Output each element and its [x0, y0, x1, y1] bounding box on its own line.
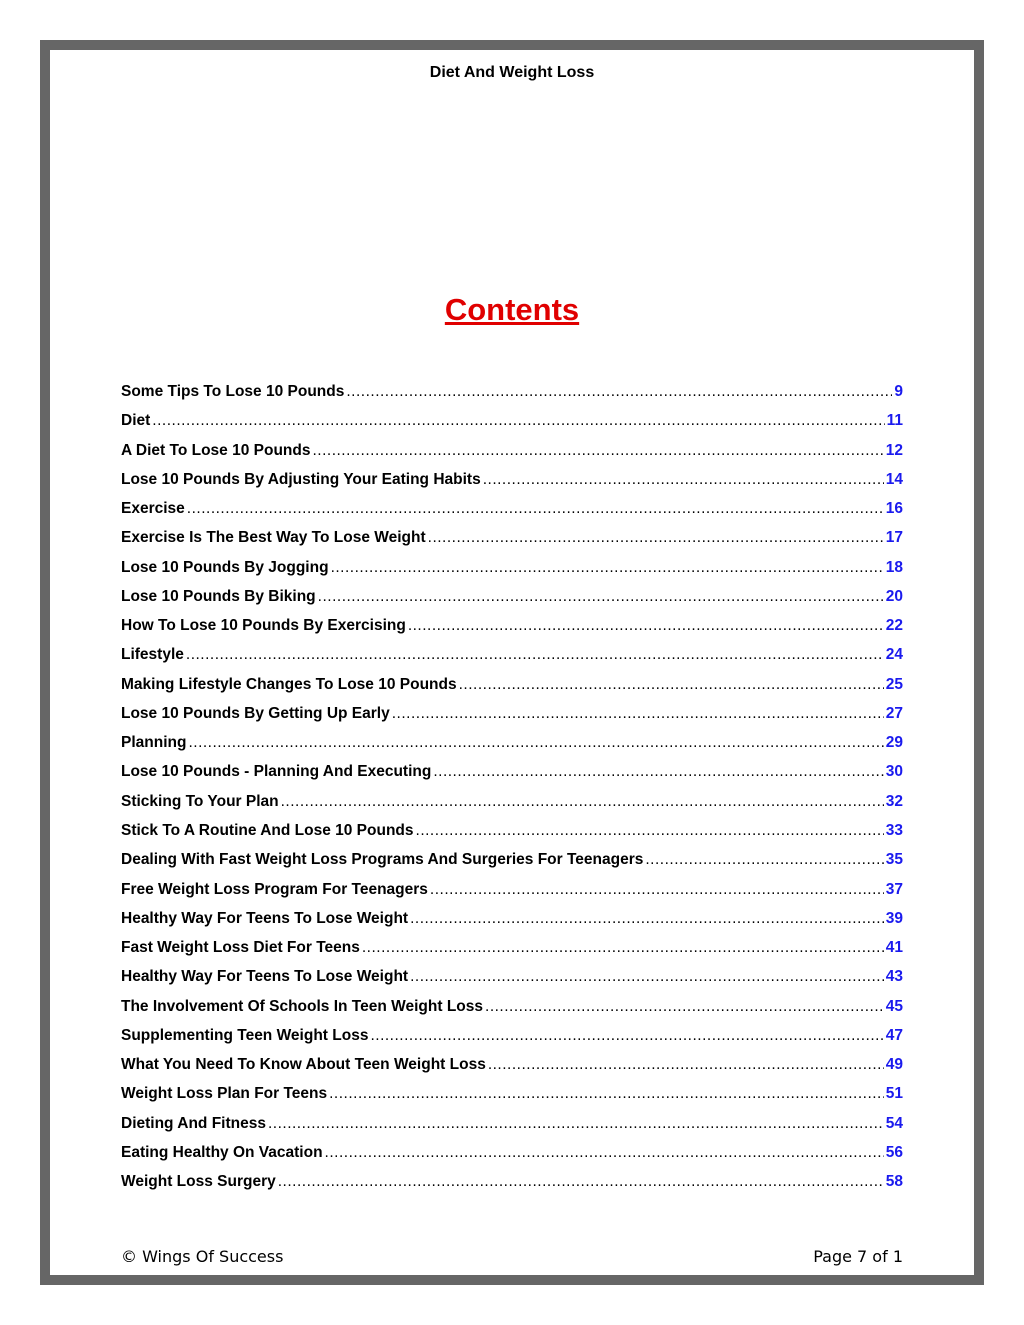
toc-entry-page-link[interactable]: 22 — [885, 617, 903, 635]
toc-entry[interactable] — [121, 500, 903, 529]
toc-entry[interactable] — [121, 383, 903, 412]
dot-leader — [188, 734, 883, 752]
toc-entry-page-link[interactable]: 49 — [885, 1056, 903, 1074]
dot-leader — [346, 383, 892, 401]
dot-leader — [410, 968, 884, 986]
toc-entry[interactable] — [121, 646, 903, 675]
toc-entry[interactable] — [121, 734, 903, 763]
toc-entry[interactable] — [121, 1085, 903, 1114]
dot-leader — [268, 1115, 884, 1133]
toc-entry[interactable] — [121, 881, 903, 910]
toc-entry-label: Dealing With Fast Weight Loss Programs And Surgeries For Teenagers — [121, 851, 644, 869]
dot-leader — [430, 881, 884, 899]
toc-entry-page-link[interactable]: 16 — [885, 500, 903, 518]
toc-entry-page-link[interactable]: 25 — [885, 675, 903, 693]
toc-entry[interactable] — [121, 822, 903, 851]
toc-entry-page-link[interactable]: 30 — [885, 763, 903, 781]
toc-entry-page-link[interactable]: 20 — [885, 587, 903, 605]
toc-entry-label: How To Lose 10 Pounds By Exercising — [121, 617, 406, 635]
toc-entry-page-link[interactable]: 43 — [885, 968, 903, 986]
toc-entry[interactable] — [121, 1173, 903, 1202]
toc-entry-label: Lose 10 Pounds - Planning And Executing — [121, 763, 432, 781]
toc-entry-label: Weight Loss Surgery — [121, 1173, 276, 1191]
toc-entry[interactable] — [121, 851, 903, 880]
toc-entry-page-link[interactable]: 39 — [885, 909, 903, 927]
toc-entry-page-link[interactable]: 29 — [885, 734, 903, 752]
toc-entry-page-link[interactable]: 41 — [885, 939, 903, 957]
toc-entry-page-link[interactable]: 37 — [885, 880, 903, 898]
dot-leader — [152, 412, 884, 430]
toc-entry-page-link[interactable]: 9 — [894, 383, 903, 400]
toc-entry[interactable] — [121, 793, 903, 822]
toc-entry[interactable] — [121, 559, 903, 588]
dot-leader — [370, 1027, 883, 1045]
toc-entry[interactable] — [121, 998, 903, 1027]
dot-leader — [433, 763, 883, 781]
toc-entry[interactable] — [121, 1027, 903, 1056]
toc-entry-page-link[interactable]: 33 — [885, 821, 903, 839]
dot-leader — [331, 559, 884, 577]
toc-entry-label: Diet — [121, 412, 151, 430]
toc-entry-label: Some Tips To Lose 10 Pounds — [121, 383, 345, 400]
toc-entry-page-link[interactable]: 17 — [885, 529, 903, 547]
toc-entry-label: Lose 10 Pounds By Getting Up Early — [121, 704, 390, 722]
toc-entry-label: The Involvement Of Schools In Teen Weight Loss — [121, 997, 484, 1015]
toc-entry[interactable] — [121, 910, 903, 939]
dot-leader — [428, 529, 884, 547]
dot-leader — [278, 1173, 884, 1191]
toc-entry-page-link[interactable]: 58 — [885, 1173, 903, 1191]
page-number-text: Page 7 of 1 — [813, 1247, 903, 1266]
toc-entry-label: Exercise Is The Best Way To Lose Weight — [121, 529, 426, 547]
dot-leader — [187, 500, 884, 518]
dot-leader — [312, 442, 883, 460]
toc-entry[interactable] — [121, 676, 903, 705]
toc-list — [121, 383, 903, 1202]
toc-entry-page-link[interactable]: 51 — [885, 1085, 903, 1103]
copyright-text: © Wings Of Success — [121, 1247, 284, 1266]
toc-entry-label: Supplementing Teen Weight Loss — [121, 1026, 369, 1044]
toc-entry[interactable] — [121, 471, 903, 500]
dot-leader — [485, 998, 884, 1016]
dot-leader — [488, 1056, 884, 1074]
dot-leader — [281, 793, 884, 811]
toc-entry-label: Lose 10 Pounds By Jogging — [121, 558, 329, 576]
toc-entry-page-link[interactable]: 56 — [885, 1143, 903, 1161]
toc-entry-label: Lose 10 Pounds By Adjusting Your Eating Habits — [121, 470, 481, 488]
toc-entry-label: Healthy Way For Teens To Lose Weight — [121, 909, 409, 927]
toc-entry[interactable] — [121, 705, 903, 734]
dot-leader — [645, 851, 883, 869]
toc-entry[interactable] — [121, 617, 903, 646]
dot-leader — [186, 646, 884, 664]
toc-entry-label: What You Need To Know About Teen Weight Loss — [121, 1056, 486, 1074]
toc-entry[interactable] — [121, 1144, 903, 1173]
dot-leader — [483, 471, 884, 489]
toc-entry-page-link[interactable]: 11 — [886, 412, 903, 430]
toc-entry-label: Planning — [121, 734, 187, 752]
toc-entry[interactable] — [121, 968, 903, 997]
dot-leader — [362, 939, 884, 957]
dot-leader — [410, 910, 884, 928]
toc-entry[interactable] — [121, 588, 903, 617]
dot-leader — [329, 1085, 884, 1103]
toc-entry[interactable] — [121, 529, 903, 558]
toc-entry-label: Exercise — [121, 500, 185, 518]
dot-leader — [408, 617, 884, 635]
toc-entry[interactable] — [121, 763, 903, 792]
page-footer — [121, 1247, 903, 1266]
page-frame — [40, 40, 984, 1285]
toc-entry-page-link[interactable]: 14 — [885, 470, 903, 488]
toc-entry-page-link[interactable]: 47 — [885, 1026, 903, 1044]
toc-entry-label: Healthy Way For Teens To Lose Weight — [121, 968, 409, 986]
toc-entry-label: Stick To A Routine And Lose 10 Pounds — [121, 821, 414, 839]
dot-leader — [416, 822, 884, 840]
toc-entry-page-link[interactable]: 35 — [885, 851, 903, 869]
toc-entry-label: Lose 10 Pounds By Biking — [121, 587, 316, 605]
toc-entry-page-link[interactable]: 32 — [885, 792, 903, 810]
toc-entry-page-link[interactable]: 45 — [885, 997, 903, 1015]
dot-leader — [318, 588, 884, 606]
toc-entry-label: A Diet To Lose 10 Pounds — [121, 441, 311, 459]
toc-entry-page-link[interactable]: 18 — [885, 558, 903, 576]
dot-leader — [325, 1144, 884, 1162]
toc-entry[interactable] — [121, 1056, 903, 1085]
toc-entry-label: Making Lifestyle Changes To Lose 10 Pounds — [121, 675, 457, 693]
toc-entry[interactable] — [121, 412, 903, 441]
toc-entry-label: Sticking To Your Plan — [121, 792, 279, 810]
toc-entry-label: Dieting And Fitness — [121, 1114, 266, 1132]
toc-entry-label: Eating Healthy On Vacation — [121, 1143, 323, 1161]
dot-leader — [459, 676, 884, 694]
toc-entry[interactable] — [121, 1115, 903, 1144]
toc-entry[interactable] — [121, 939, 903, 968]
toc-entry-label: Lifestyle — [121, 646, 184, 664]
toc-entry-page-link[interactable]: 12 — [885, 441, 903, 459]
toc-entry-label: Weight Loss Plan For Teens — [121, 1085, 328, 1103]
dot-leader — [392, 705, 884, 723]
toc-entry-page-link[interactable]: 54 — [885, 1114, 903, 1132]
toc-entry-page-link[interactable]: 24 — [885, 646, 903, 664]
toc-entry-label: Fast Weight Loss Diet For Teens — [121, 939, 360, 957]
toc-entry-page-link[interactable]: 27 — [885, 704, 903, 722]
running-header: Diet And Weight Loss — [429, 64, 595, 81]
toc-entry[interactable] — [121, 442, 903, 471]
toc-entry-label: Free Weight Loss Program For Teenagers — [121, 880, 428, 898]
contents-heading: Contents — [444, 292, 580, 327]
